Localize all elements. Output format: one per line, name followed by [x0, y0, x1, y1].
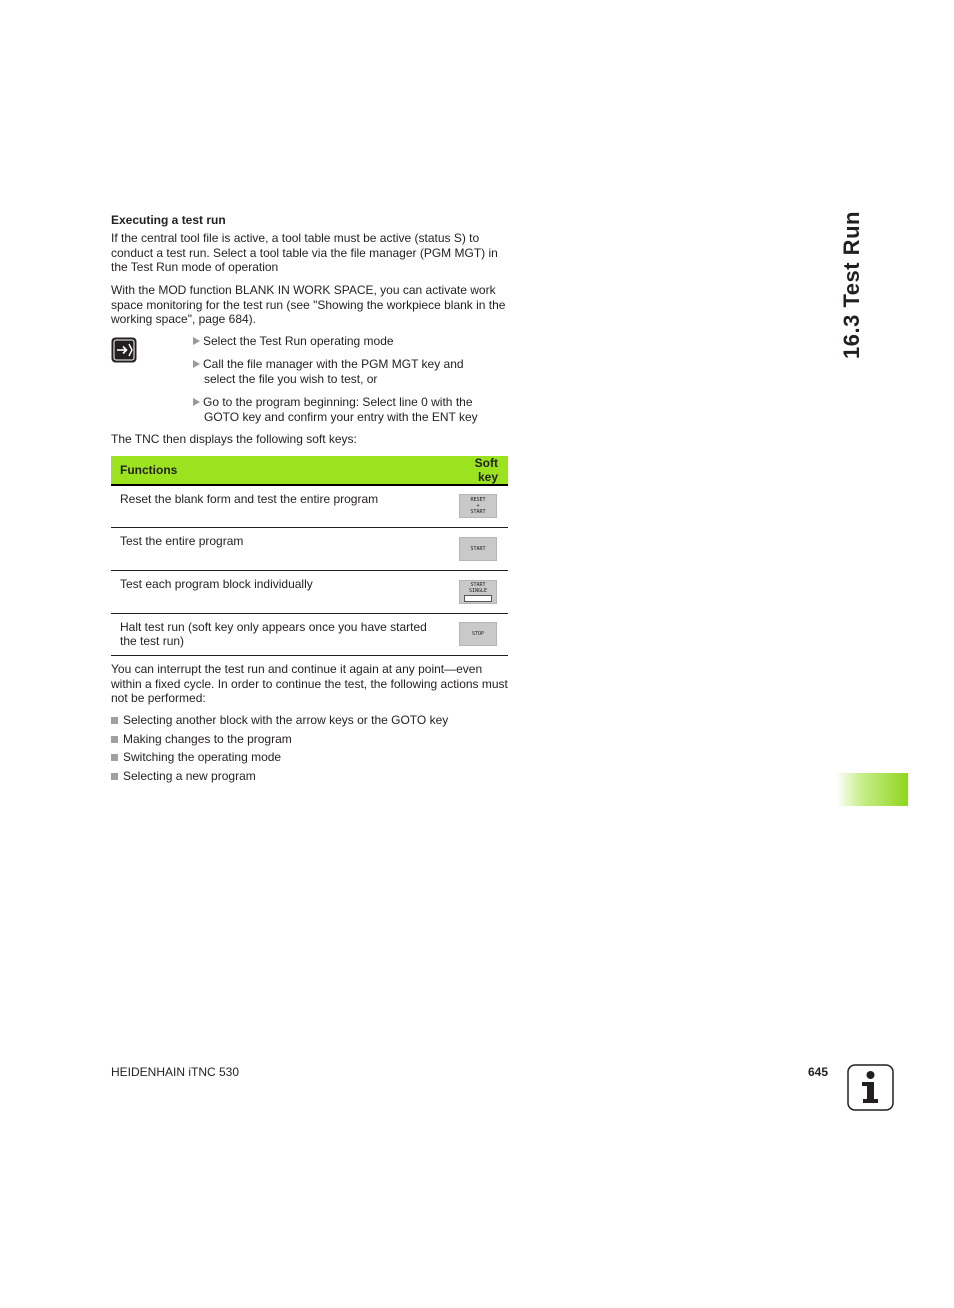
table-header-row — [111, 456, 508, 485]
paragraph-blank-in-work-space: With the MOD function BLANK IN WORK SPACE, you can activate work space monitoring for the test run (see "Showing the workpiece blank in the working space", page 684). — [111, 283, 506, 326]
square-bullet-icon — [111, 773, 118, 780]
start-softkey[interactable]: START — [459, 537, 497, 561]
table-row — [111, 613, 508, 655]
list-item: Selecting a new program — [111, 769, 256, 783]
square-bullet-icon — [111, 736, 118, 743]
step-goto-program-beginning: Go to the program beginning: Select line 0 with the GOTO key and confirm your entry with the ENT key — [193, 395, 513, 424]
softkey-intro-text: The TNC then displays the following soft keys: — [111, 432, 357, 446]
table-row — [111, 485, 508, 527]
arrow-bullet-icon — [193, 337, 200, 345]
step-call-file-manager: Call the file manager with the PGM MGT key and select the file you wish to test, or — [193, 357, 513, 386]
function-description: Test the entire program — [111, 527, 448, 570]
paragraph-interrupt-test-run: You can interrupt the test run and continue it again at any point—even within a fixed cycle. In order to continue the test, the following actions must not be performed: — [111, 662, 508, 705]
table-row — [111, 527, 508, 570]
chapter-tab-marker — [836, 773, 908, 806]
single-block-icon — [464, 595, 492, 602]
arrow-bullet-icon — [193, 398, 200, 406]
list-item: Switching the operating mode — [111, 750, 281, 764]
start-single-softkey[interactable]: START SINGLE — [459, 580, 497, 604]
page-number: 645 — [808, 1065, 829, 1079]
test-run-mode-key-icon — [111, 337, 137, 363]
stop-softkey[interactable]: STOP — [459, 622, 497, 646]
section-heading: Executing a test run — [111, 213, 226, 227]
footer-product-name: HEIDENHAIN iTNC 530 — [111, 1065, 240, 1079]
arrow-bullet-icon — [193, 360, 200, 368]
column-header-functions: Functions — [111, 456, 448, 485]
square-bullet-icon — [111, 717, 118, 724]
info-icon — [847, 1064, 894, 1111]
list-item: Making changes to the program — [111, 732, 292, 746]
function-description: Reset the blank form and test the entire program — [111, 485, 448, 527]
step-select-test-run: Select the Test Run operating mode — [193, 334, 513, 349]
paragraph-central-tool-file: If the central tool file is active, a tool table must be active (status S) to conduct a test run. Select a tool table via the file manager (PGM MGT) in the Test Run mode of operation — [111, 231, 498, 274]
square-bullet-icon — [111, 754, 118, 761]
softkey-table — [111, 456, 508, 656]
function-description: Halt test run (soft key only appears once you have started the test run) — [111, 613, 448, 655]
list-item: Selecting another block with the arrow keys or the GOTO key — [111, 713, 448, 727]
column-header-softkey: Soft key — [448, 456, 508, 485]
reset-start-softkey[interactable]: RESET + START — [459, 494, 497, 518]
function-description: Test each program block individually — [111, 570, 448, 613]
table-row — [111, 570, 508, 613]
